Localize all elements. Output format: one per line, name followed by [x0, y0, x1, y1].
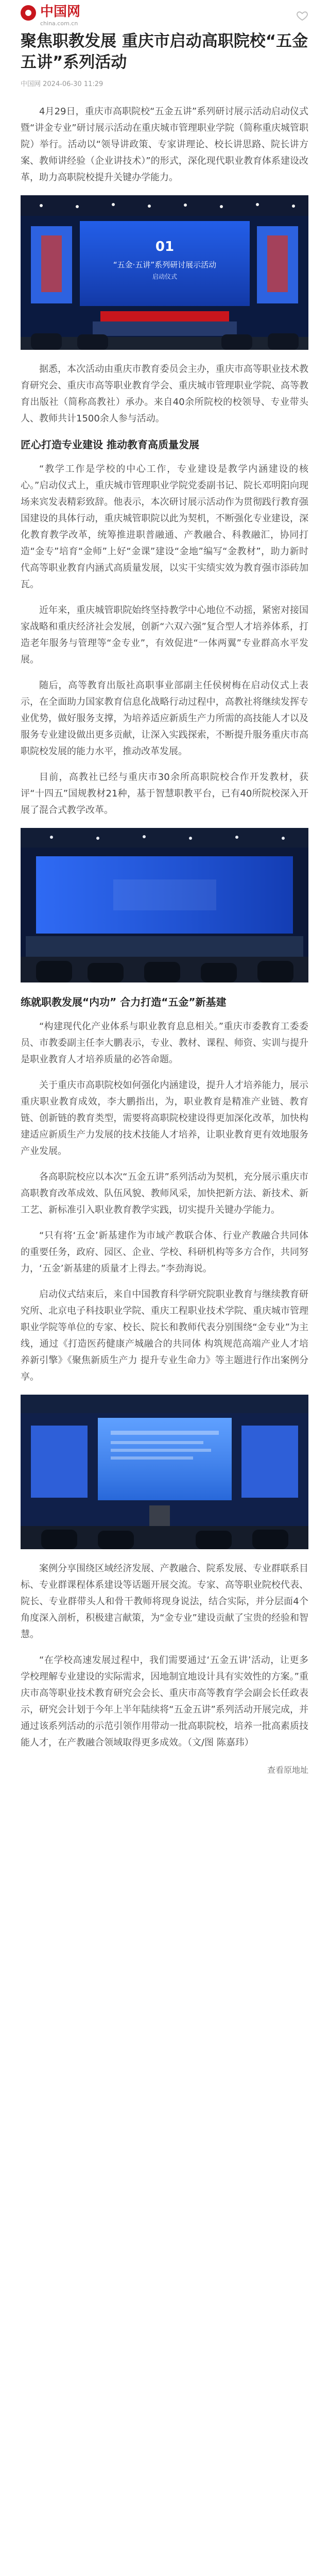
favorite-heart-icon[interactable] — [296, 9, 308, 22]
logo-mark-icon — [21, 5, 36, 21]
event-photo-1 — [21, 195, 308, 350]
paragraph: 案例分享围绕区域经济发展、产教融合、院系发展、专业群联系目标、专业群课程体系建设等话题开展交流。专家、高等职业院校代表、院长、专业群带头人和骨干教师将现身说法，结合实际，并分层面4个角度深入剖析，积极建言献策，为“金专业”建设贡献了宝贵的经验和智慧。 — [21, 1563, 308, 1640]
paragraph: 关于重庆市高职院校如何强化内涵建设，提升人才培养能力，展示重庆职业教育成效，李大鹏指出，为，职业教育是精准产业链、教育链、创新链的教育类型，需要将高职院校建设得更加深化改革，加快构建适应新质生产力发展的技术技能人才培养，让职业教育更有效地服务产业发展。 — [21, 1080, 308, 1157]
paragraph: 启动仪式结束后，来自中国教育科学研究院职业教育与继续教育研究所、北京电子科技职业学院、重庆工程职业技术学院、重庆城市管理职业学院等单位的专家、校长、院长和教师代表分别围绕“金专业”为主线，通过《打造医药健康产城融合的共同体 构筑规范高端产业人才培养新引擎》《聚焦新质生产力 提升专业生命力》等主题进行作出案例分享。 — [21, 1289, 308, 1382]
paragraph: 近年来，重庆城管职院始终坚持教学中心地位不动摇，紧密对接国家战略和重庆经济社会发展，创新“六双六强”复合型人才培养体系，打造老年服务与管理等“金专业”，有效促进“一体两翼”专业群高水平发展。 — [21, 605, 308, 665]
paragraph: “只有将‘五金’新基建作为市域产教联合体、行业产教融合共同体的重要任务，政府、园区、企业、学校、科研机构等多方合作，共同努力，‘五金’新基建的质量才上得去。”李劲海说。 — [21, 1230, 308, 1274]
paragraph: “构建现代化产业体系与职业教育息息相关。”重庆市委教育工委委员、市教委副主任李大鹏表示，专业、教材、课程、师资、实训与提升是职业教育人才培养质量的必答命题。 — [21, 1021, 308, 1065]
paragraph: “在学校高速发展过程中，我们需要通过‘五金五讲’活动，让更多学校理解专业建设的实际需求，因地制宜地设计具有实效性的方案。”重庆市高等职业技术教育研究会会长、重庆市高等教育学会副会长任政表示，研究会计划于今年上半年陆续将“五金五讲”系列活动开展完成，并通过该系列活动的示范引领作用带动一批高职院校，培养一批高素质技能人才，在产教融合领域取得更多成效。（文/图 陈嘉玮） — [21, 1655, 308, 1748]
article-meta: 中国网 2024-06-30 11:29 — [21, 80, 103, 88]
event-photo-3 — [21, 1395, 308, 1549]
paragraph: 各高职院校应以本次“五金五讲”系列活动为契机，充分展示重庆市高职教育改革成效、队伍风貌、教师风采，加快把新方法、新技术、新工艺、新标准引入职业教育教学实践，切实提升关键办学能力。 — [21, 1172, 308, 1215]
paragraph: “教学工作是学校的中心工作，专业建设是教学内涵建设的核心。”启动仪式上，重庆城市管理职业学院党委副书记、院长邓明阳向现场来宾发表精彩致辞。他表示，本次研讨展示活动作为贯彻践行教育强国建设的具体行动，重庆城管职院以此为契机，不断强化专业建设，深化教育教学改革，统筹推进职普融通、产教融合、科教融汇，协同打造“金专”培育“金师”上好“金课”建设“金地”编写“金教材”，助力新时代高等职业教育内涵式高质量发展，以实干实绩实效为教育强市添砖加瓦。 — [21, 464, 308, 590]
paragraph: 目前，高教社已经与重庆市30余所高职院校合作开发教材，获评“十四五”国规教材21种，基于智慧职教平台，已有40所院校深入开展了混合式教学改革。 — [21, 772, 308, 816]
paragraph: 随后，高等教育出版社高职事业部副主任侯树梅在启动仪式上表示，在全面助力国家教育信息化战略行动过程中，高教社将继续发挥专业优势，做好服务支撑，为培养适应新质生产力所需的高技能人才以及服务专业建设做出更多贡献，让深入实践探索，不断提升服务重庆市高职院校发展的能力水平，推动改革发展。 — [21, 680, 308, 757]
section-heading: 练就职教发展“内功” 合力打造“五金”新基建 — [21, 996, 227, 1008]
screen-number: 01 — [155, 239, 175, 255]
paragraph: 4月29日，重庆市高职院校“五金五讲”系列研讨展示活动启动仪式暨“讲金专业”研讨展示活动在重庆城市管理职业学院（简称重庆城管职院）举行。活动以“领导讲政策、专家讲理论、校长讲思路、院长讲方案、教师讲经验（企业讲技术）”的形式，深化现代职业教育体系建设改革，助力高职院校提升关键办学能力。 — [21, 106, 308, 183]
logo-subtext: china.com.cn — [40, 20, 78, 27]
logo-text: 中国网 — [40, 4, 81, 20]
paragraph: 据悉，本次活动由重庆市教育委员会主办，重庆市高等职业技术教育研究会、重庆市高等职业教育学会、重庆城市管理职业学院、高等教育出版社（简称高教社）承办。来自40余所院校的校领导、专业带头人、教师共计1500余人参与活动。 — [21, 364, 308, 424]
section-heading: 匠心打造专业建设 推动教育高质量发展 — [21, 438, 199, 451]
site-logo[interactable] — [21, 4, 139, 28]
article-body — [21, 31, 308, 1775]
site-header — [0, 0, 329, 31]
article-title: 聚焦职教发展 重庆市启动高职院校“五金五讲”系列活动 — [21, 32, 308, 72]
screen-title: “五金·五讲”系列研讨展示活动 — [113, 260, 217, 269]
event-photo-2 — [21, 828, 308, 982]
view-source-link[interactable]: 查看原地址 — [267, 1765, 308, 1775]
screen-subtitle: 启动仪式 — [152, 273, 178, 280]
